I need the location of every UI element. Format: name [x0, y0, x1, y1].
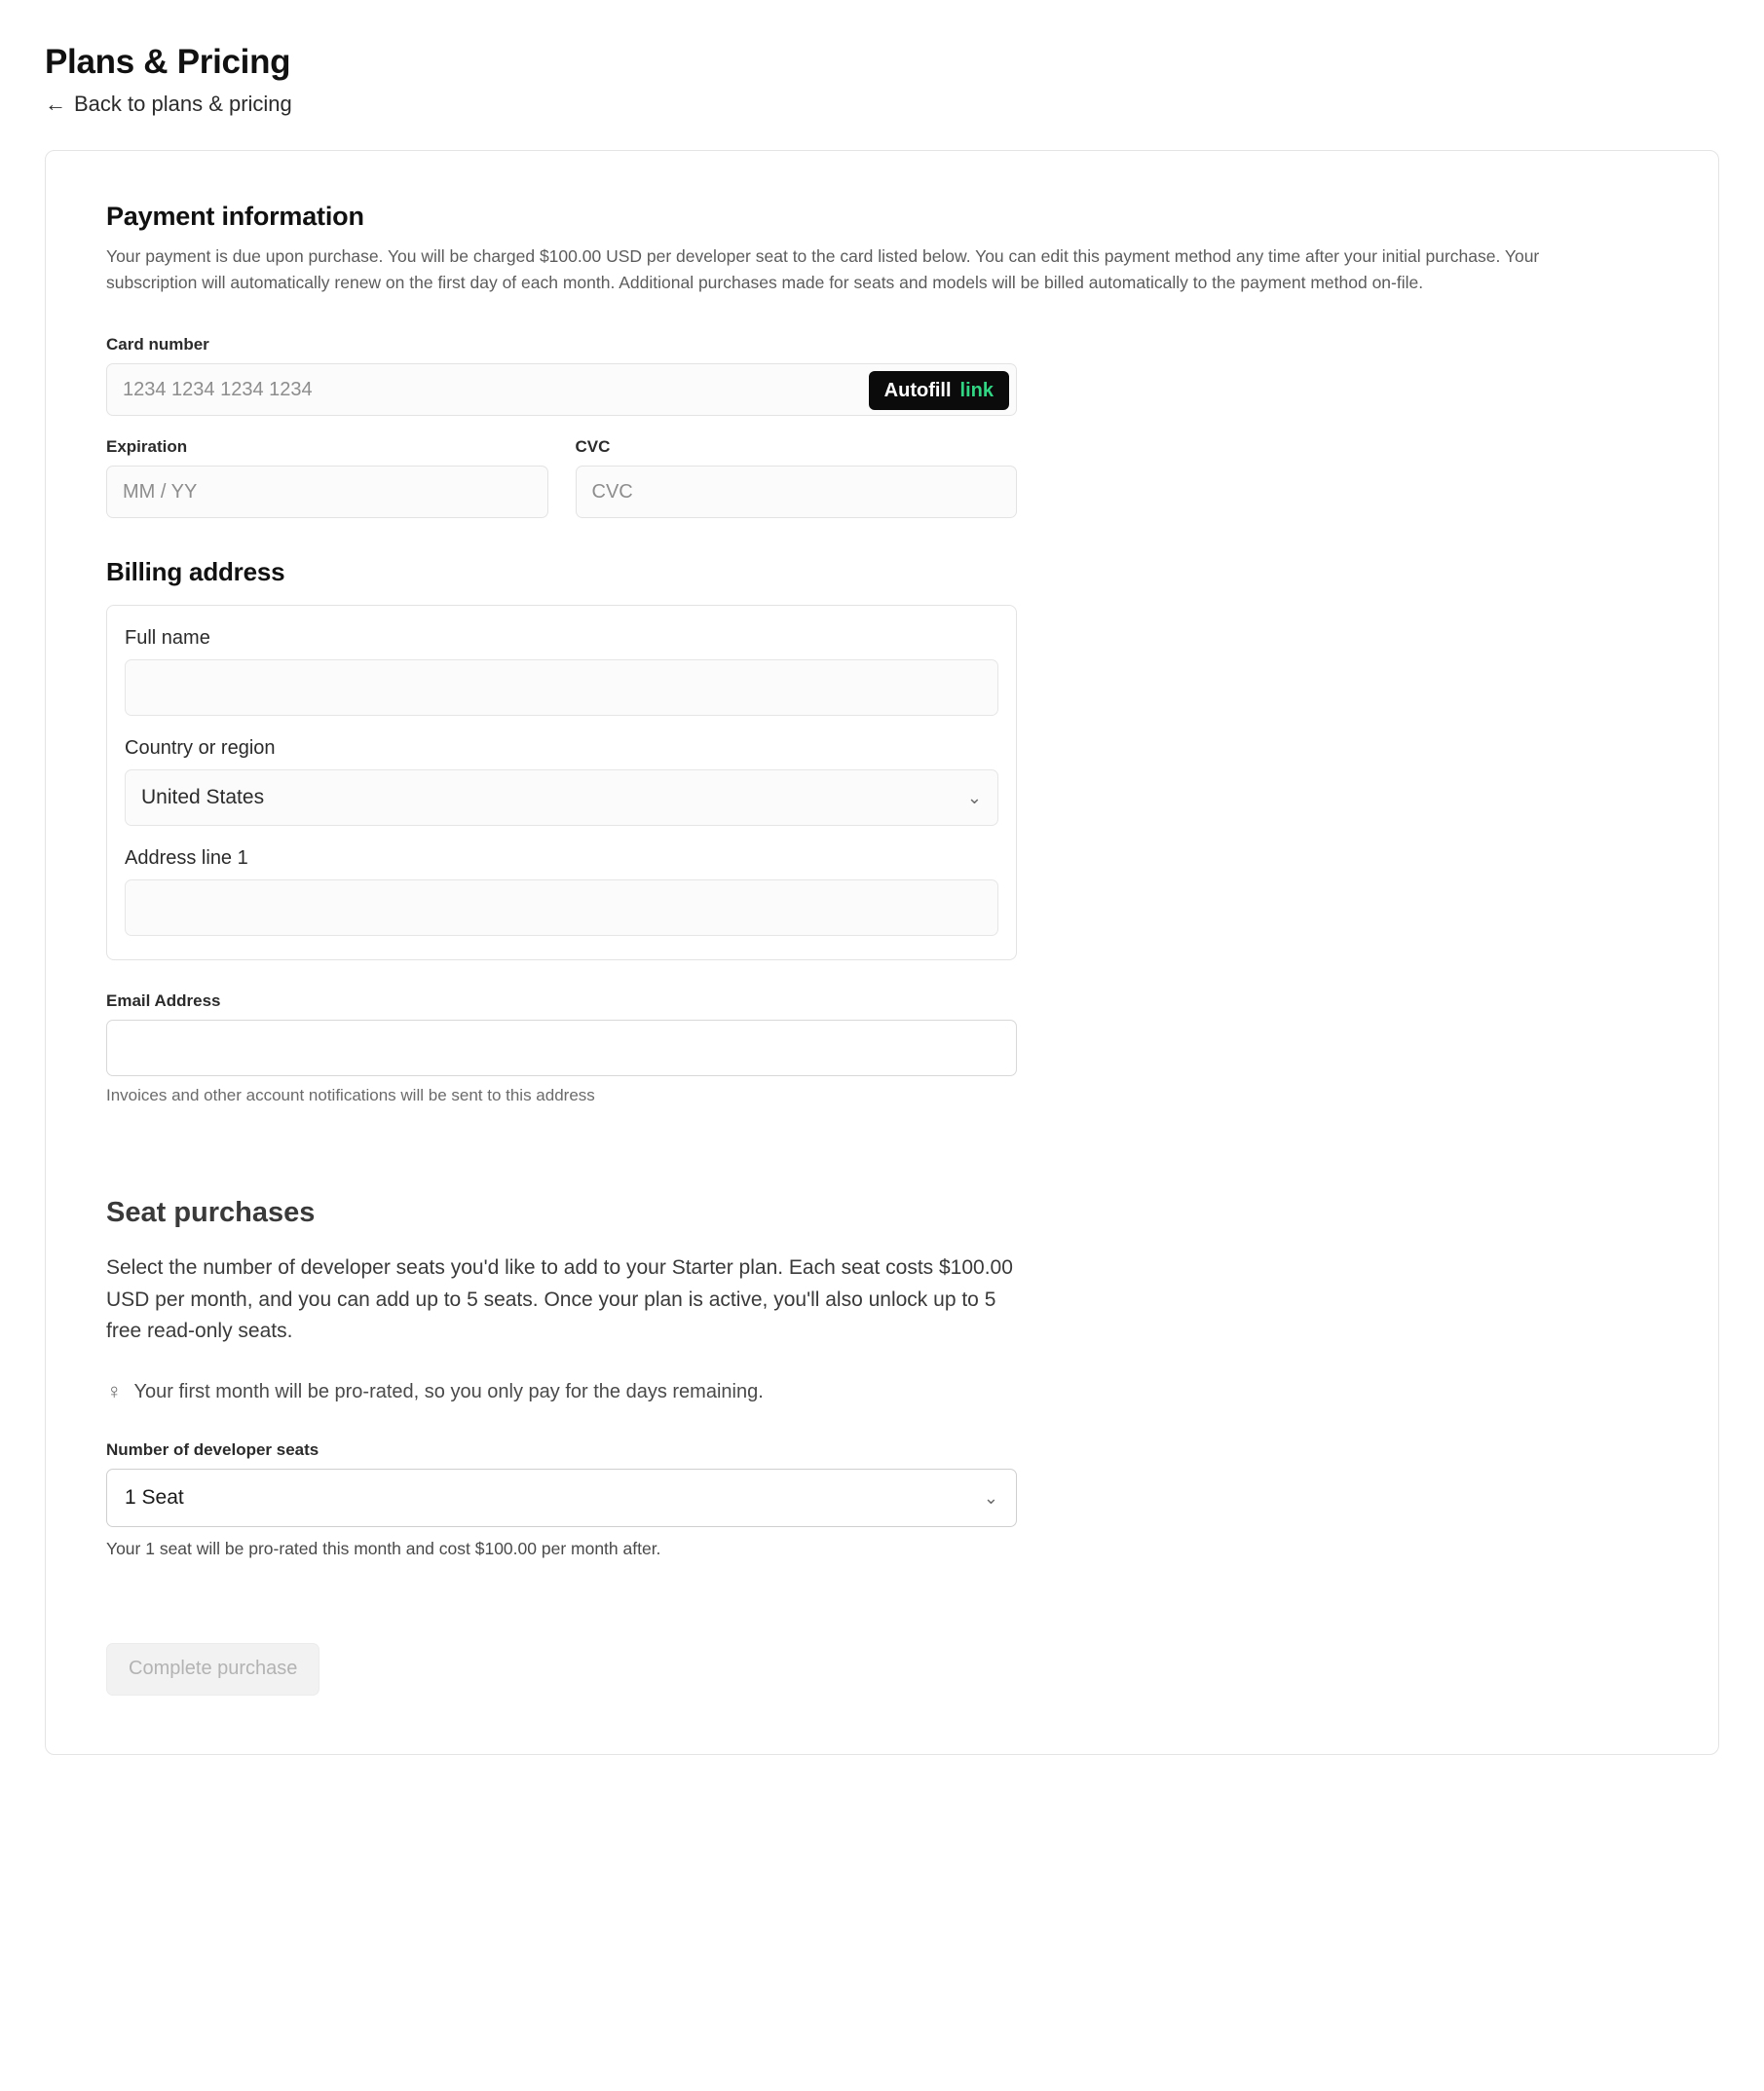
checkout-card: [45, 150, 1719, 1755]
expiration-label: Expiration: [106, 437, 188, 457]
card-number-placeholder: 1234 1234 1234 1234: [123, 378, 313, 400]
back-arrow-icon: ←: [45, 92, 66, 116]
country-label: Country or region: [125, 737, 276, 760]
complete-purchase-button[interactable]: Complete purchase: [106, 1643, 319, 1696]
address-line-1-label: Address line 1: [125, 847, 248, 870]
page-title: Plans & Pricing: [45, 43, 291, 81]
billing-address-heading: Billing address: [106, 557, 285, 587]
chevron-down-icon: ⌄: [966, 788, 982, 808]
full-name-label: Full name: [125, 627, 210, 650]
seat-count-note: Your 1 seat will be pro-rated this month and cost $100.00 per month after.: [106, 1538, 661, 1558]
country-select[interactable]: [125, 769, 998, 826]
card-number-label: Card number: [106, 335, 209, 355]
seat-count-label: Number of developer seats: [106, 1439, 319, 1459]
cvc-field-group: [576, 437, 1018, 518]
section-spacer: [106, 1123, 1658, 1197]
email-field-group: [106, 991, 1017, 1105]
seat-purchases-description: Select the number of developer seats you'd like to add to your Starter plan. Each seat costs $100.00 USD per month, and you can add up to 5 seats. Once your plan is active, you'll also unlock up to 5 free read-only seats.: [106, 1256, 1013, 1343]
back-to-plans-link[interactable]: [45, 92, 292, 117]
card-number-input[interactable]: [106, 363, 1017, 416]
prorate-tip: [106, 1381, 1658, 1403]
expiration-input[interactable]: [106, 466, 548, 518]
prorate-tip-text: Your first month will be pro-rated, so you only pay for the days remaining.: [133, 1380, 764, 1402]
address-line-1-input[interactable]: [125, 879, 998, 936]
cvc-input[interactable]: [576, 466, 1018, 518]
link-brand-icon: link: [959, 379, 994, 401]
email-input[interactable]: [106, 1020, 1017, 1076]
page-header: [0, 0, 1764, 150]
chevron-down-icon: ⌄: [983, 1487, 998, 1508]
autofill-link-button[interactable]: [869, 371, 1009, 410]
actions-row: [106, 1643, 1658, 1696]
seat-count-select[interactable]: [106, 1469, 1017, 1527]
expiration-field-group: [106, 437, 548, 518]
card-number-field-group: [106, 335, 1017, 416]
cvc-label: CVC: [575, 437, 611, 457]
payment-information-description: Your payment is due upon purchase. You will be charged $100.00 USD per developer seat to the card listed below. You can edit this payment method any time after your initial purchase. Your subscription will automatically renew on the first day of each month. Additional purchases made for seats and models will be billed automatically to the payment method on-file.: [106, 246, 1540, 293]
email-helper-text: Invoices and other account notifications will be sent to this address: [106, 1086, 595, 1105]
billing-address-group: [106, 605, 1017, 960]
payment-information-heading: Payment information: [106, 202, 364, 231]
expiration-cvc-row: [106, 437, 1017, 518]
expiration-placeholder: MM / YY: [123, 480, 198, 503]
country-value: United States: [141, 786, 265, 809]
email-label: Email Address: [106, 991, 221, 1011]
autofill-label: Autofill: [883, 379, 952, 401]
lightbulb-icon: ♀: [106, 1379, 123, 1404]
back-link-label: Back to plans & pricing: [74, 92, 292, 116]
cvc-placeholder: CVC: [591, 480, 633, 503]
seat-purchases-heading: Seat purchases: [106, 1197, 316, 1229]
full-name-input[interactable]: [125, 659, 998, 716]
seat-count-value: 1 Seat: [125, 1485, 184, 1509]
